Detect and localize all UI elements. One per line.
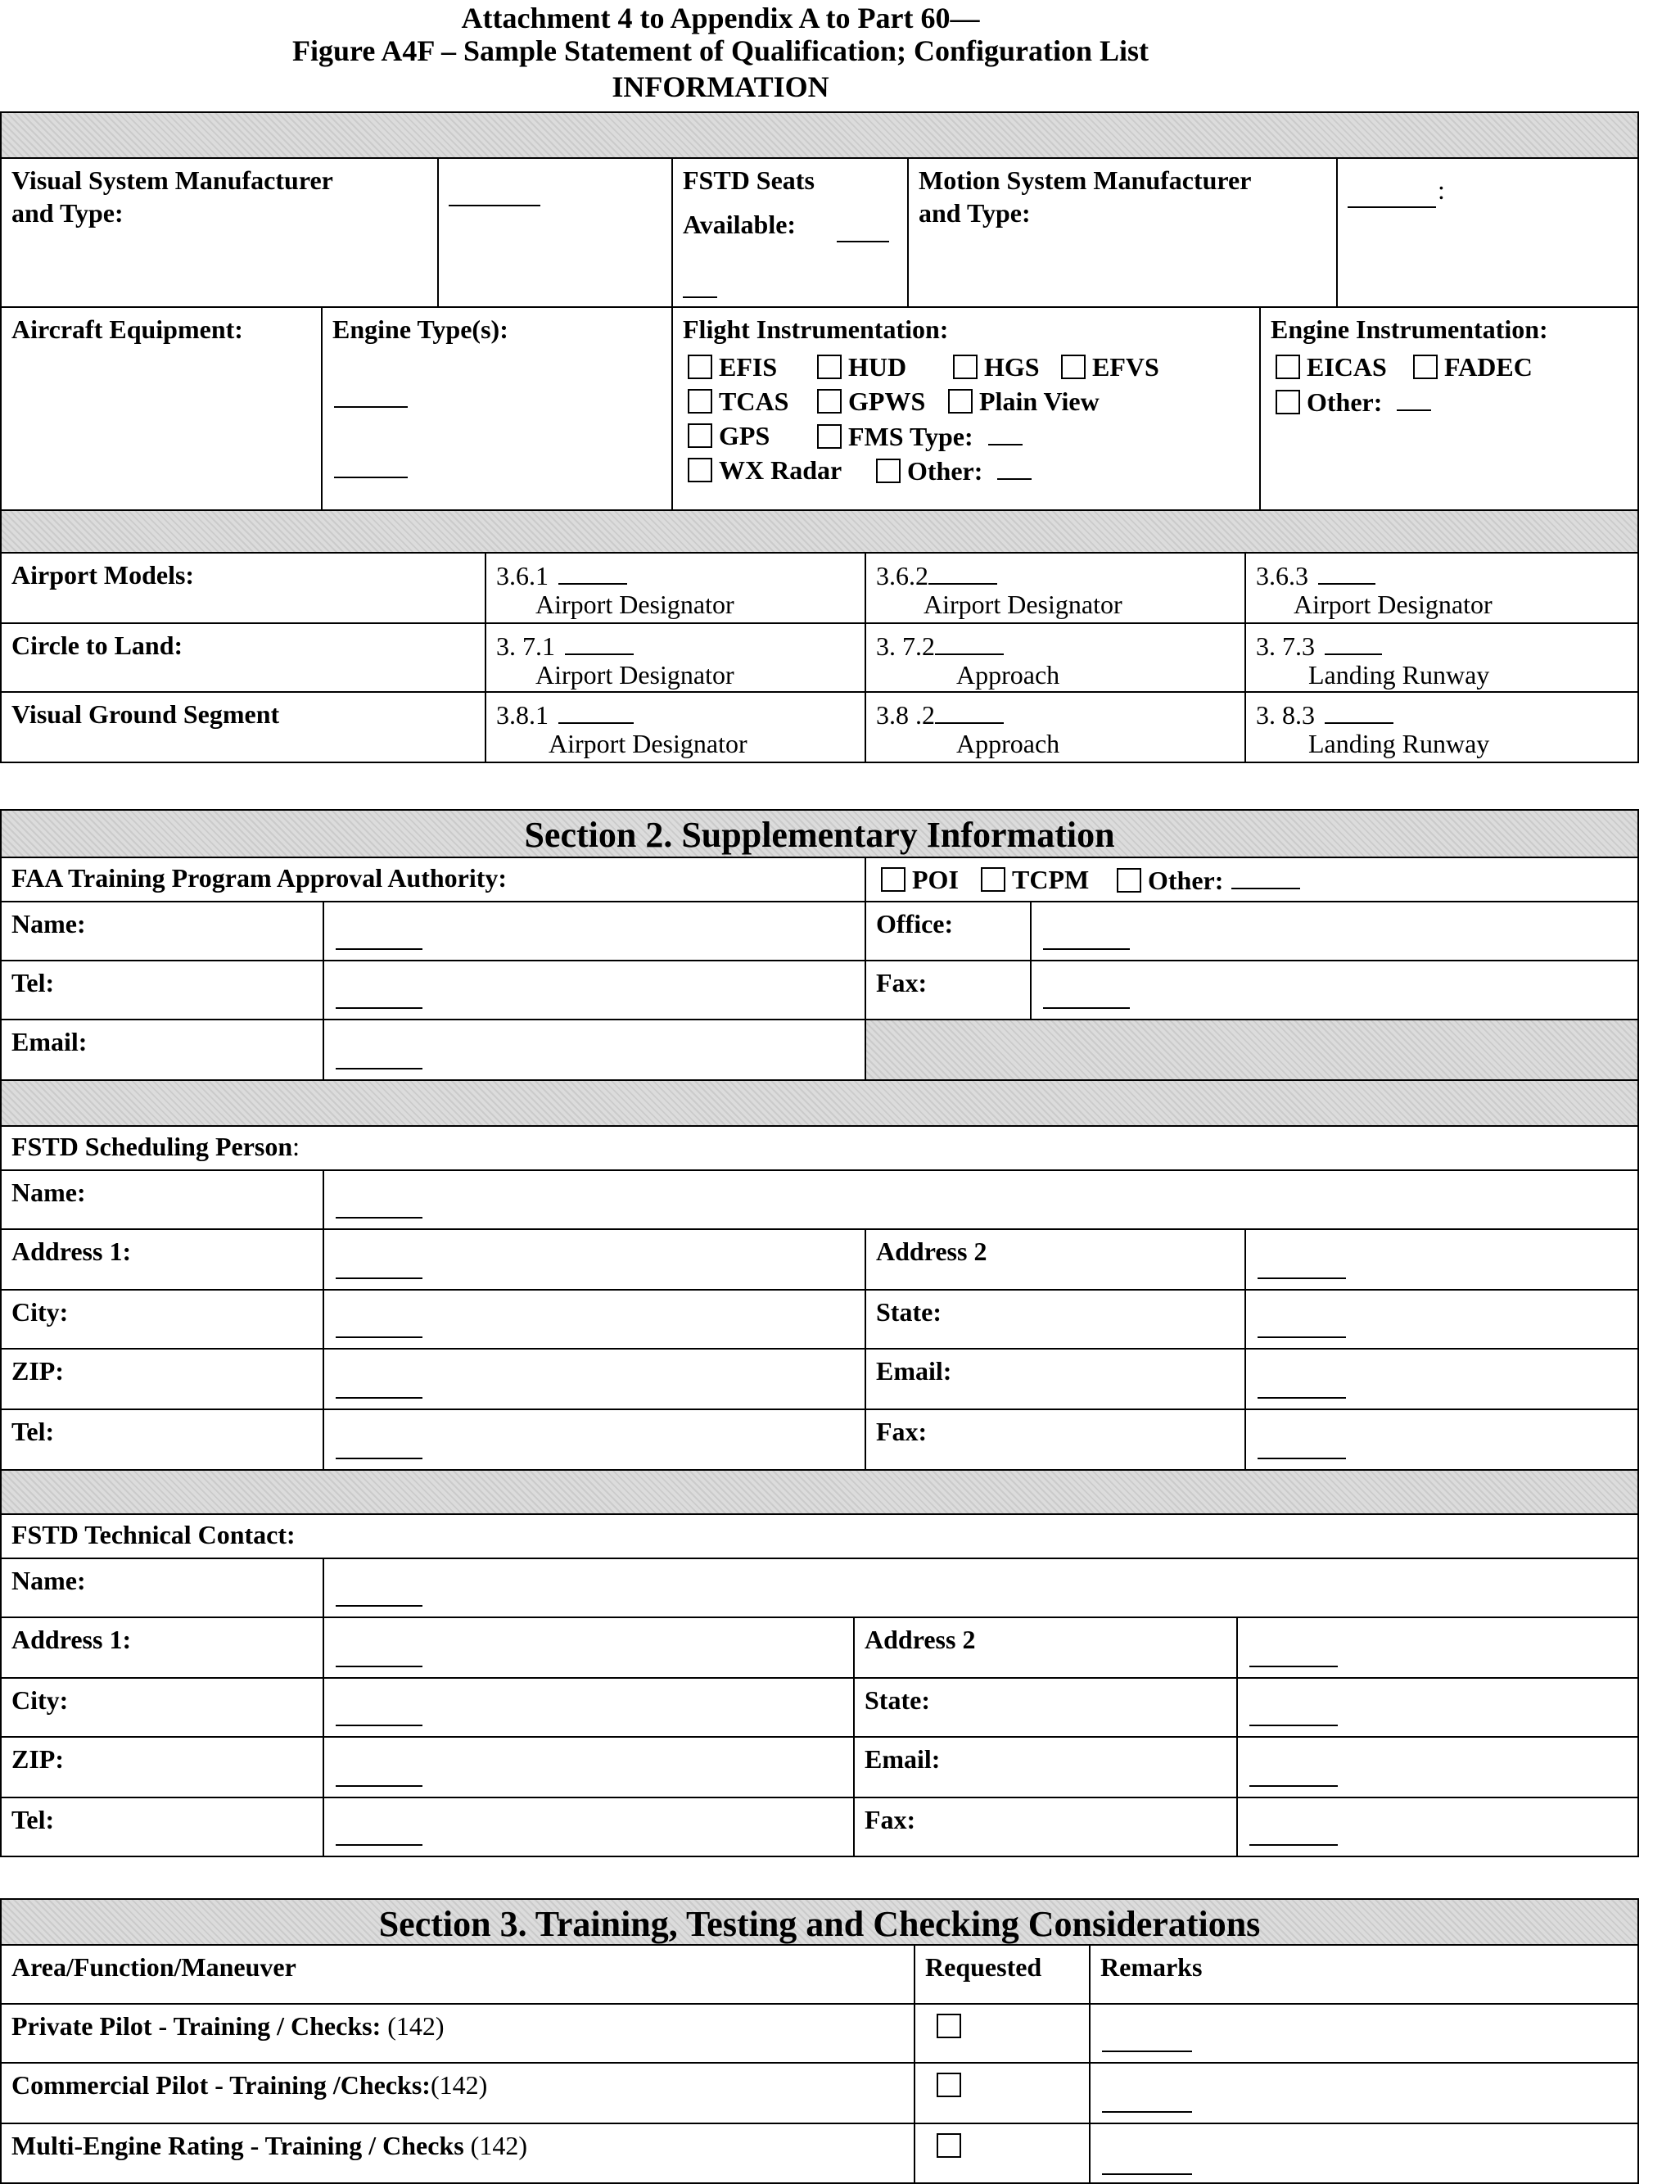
tech-address2-label: Address 2 xyxy=(865,1625,976,1654)
item-3-7-3-caption: Landing Runway xyxy=(1308,660,1490,690)
tech-fax-blank[interactable] xyxy=(1249,1844,1338,1846)
sched-zip-value-cell[interactable] xyxy=(323,1348,866,1410)
poi-label: POI xyxy=(912,865,959,894)
item-3-8-1-blank[interactable] xyxy=(558,698,634,724)
row-1-requested-checkbox[interactable] xyxy=(937,2014,961,2038)
faa-name-value-cell[interactable] xyxy=(323,901,866,961)
row-2-remarks-cell[interactable] xyxy=(1089,2062,1639,2124)
item-3-8-3-caption: Landing Runway xyxy=(1308,729,1490,758)
fms-type-checkbox[interactable] xyxy=(817,424,842,449)
col-remarks-label: Remarks xyxy=(1100,1952,1203,1982)
airport-models-label-cell xyxy=(0,552,486,624)
visual-system-label-cell xyxy=(0,157,439,308)
hgs-label: HGS xyxy=(984,352,1040,382)
tech-name-label-cell xyxy=(0,1558,324,1618)
section-3-title: Section 3. Training, Testing and Checking Considerations xyxy=(0,1898,1639,1946)
efvs-checkbox[interactable] xyxy=(1061,355,1086,379)
faa-email-shaded-cell xyxy=(865,1019,1639,1081)
tech-tel-value-cell[interactable] xyxy=(323,1797,855,1857)
fi-other-checkbox[interactable] xyxy=(876,459,901,483)
item-3-7-3-number: 3. 7.3 xyxy=(1256,631,1315,661)
engine-type-blank-1[interactable] xyxy=(334,406,408,408)
visual-system-blank[interactable] xyxy=(449,205,540,206)
item-3-6-3-number: 3.6.3 xyxy=(1256,561,1308,590)
scheduling-person-label: FSTD Scheduling Person xyxy=(11,1132,293,1161)
col-area-header xyxy=(0,1944,915,2005)
motion-colon: : xyxy=(1438,175,1445,205)
efis-checkbox[interactable] xyxy=(688,355,712,379)
tech-address1-label-cell xyxy=(0,1617,324,1679)
faa-email-blank[interactable] xyxy=(336,1068,422,1069)
row-3-requested-checkbox[interactable] xyxy=(937,2133,961,2158)
tcas-checkbox[interactable] xyxy=(688,389,712,414)
item-3-7-2-blank[interactable] xyxy=(935,629,1004,655)
item-3-6-2-caption: Airport Designator xyxy=(924,590,1122,619)
ei-other-checkbox[interactable] xyxy=(1276,390,1300,414)
item-3-8-1-caption: Airport Designator xyxy=(549,729,747,758)
tech-fax-label-cell xyxy=(853,1797,1238,1857)
sched-email-label-cell xyxy=(865,1348,1246,1410)
faa-tel-label-cell xyxy=(0,960,324,1020)
circle-to-land-label: Circle to Land: xyxy=(11,631,183,660)
faa-tel-label: Tel: xyxy=(11,968,55,997)
shaded-divider-2 xyxy=(0,1079,1639,1127)
technical-contact-label: FSTD Technical Contact: xyxy=(11,1520,296,1549)
faa-office-blank[interactable] xyxy=(1043,948,1130,950)
ei-other-label: Other: xyxy=(1307,387,1383,417)
fi-other-label: Other: xyxy=(907,456,983,486)
information-title: INFORMATION xyxy=(612,70,829,103)
aircraft-equipment-cell xyxy=(0,306,323,511)
hud-label: HUD xyxy=(848,352,907,382)
tech-zip-value-cell[interactable] xyxy=(323,1736,855,1798)
airport-model-2-cell[interactable] xyxy=(865,552,1246,624)
visual-ground-segment-label: Visual Ground Segment xyxy=(11,699,280,729)
tech-fax-label: Fax: xyxy=(865,1805,916,1834)
sched-fax-value-cell[interactable] xyxy=(1244,1409,1639,1471)
faa-fax-blank[interactable] xyxy=(1043,1007,1130,1009)
item-3-7-1-number: 3. 7.1 xyxy=(496,631,555,661)
tech-address2-blank[interactable] xyxy=(1249,1666,1338,1667)
circle-to-land-2-cell[interactable] xyxy=(865,622,1246,693)
sched-city-blank[interactable] xyxy=(336,1336,422,1338)
sched-address2-value-cell[interactable] xyxy=(1244,1228,1639,1291)
engine-types-cell xyxy=(321,306,673,511)
fstd-seats-cell xyxy=(671,157,909,308)
plain-view-checkbox[interactable] xyxy=(948,389,973,414)
sched-address2-blank[interactable] xyxy=(1258,1277,1346,1279)
col-area-label: Area/Function/Maneuver xyxy=(11,1952,296,1982)
row-1-code: (142) xyxy=(381,2011,445,2041)
gps-label: GPS xyxy=(719,421,770,450)
row-1-label: Private Pilot - Training / Checks: xyxy=(11,2011,382,2041)
hgs-checkbox[interactable] xyxy=(953,355,978,379)
item-3-6-2-number: 3.6.2 xyxy=(876,561,928,590)
sched-fax-label-cell xyxy=(865,1409,1246,1471)
item-3-7-1-blank[interactable] xyxy=(565,629,634,655)
visual-system-label: Visual System Manufacturer xyxy=(11,165,333,195)
scheduling-person-colon: : xyxy=(292,1132,300,1161)
wx-radar-label: WX Radar xyxy=(719,455,842,485)
flight-instrumentation-cell xyxy=(671,306,1261,511)
row-3-label: Multi-Engine Rating - Training / Checks xyxy=(11,2131,464,2160)
faa-name-blank[interactable] xyxy=(336,948,422,950)
col-requested-label: Requested xyxy=(925,1952,1042,1982)
row-1-requested-cell xyxy=(914,2003,1091,2064)
available-label: Available: xyxy=(683,210,797,239)
faa-approval-options-cell xyxy=(865,857,1639,902)
sched-city-label: City: xyxy=(11,1297,69,1327)
sched-tel-label: Tel: xyxy=(11,1417,55,1446)
item-3-6-3-caption: Airport Designator xyxy=(1294,590,1493,619)
technical-contact-header xyxy=(0,1513,1639,1559)
sched-address1-label-cell xyxy=(0,1228,324,1291)
item-3-6-3-blank[interactable] xyxy=(1318,558,1375,585)
motion-system-value-cell[interactable] xyxy=(1336,157,1639,308)
tcas-label: TCAS xyxy=(719,387,789,416)
tech-address1-value-cell[interactable] xyxy=(323,1617,855,1679)
table-row xyxy=(0,2003,915,2064)
tech-address1-label: Address 1: xyxy=(11,1625,132,1654)
airport-model-1-cell[interactable] xyxy=(485,552,866,624)
faa-office-value-cell[interactable] xyxy=(1030,901,1639,961)
row-3-remarks-blank[interactable] xyxy=(1102,2173,1192,2175)
faa-fax-label: Fax: xyxy=(876,968,928,997)
gpws-label: GPWS xyxy=(848,387,926,416)
faa-name-label: Name: xyxy=(11,909,86,938)
tech-name-blank[interactable] xyxy=(336,1605,422,1607)
scheduling-person-header xyxy=(0,1125,1639,1171)
plain-view-label: Plain View xyxy=(979,387,1100,416)
faa-tel-value-cell[interactable] xyxy=(323,960,866,1020)
wx-radar-checkbox[interactable] xyxy=(688,458,712,482)
row-1-remarks-blank[interactable] xyxy=(1102,2051,1192,2052)
engine-instrumentation-cell xyxy=(1259,306,1639,511)
tech-state-label-cell xyxy=(853,1677,1238,1738)
sched-email-blank[interactable] xyxy=(1258,1397,1346,1399)
visual-ground-2-cell[interactable] xyxy=(865,691,1246,763)
tech-email-label: Email: xyxy=(865,1744,941,1774)
faa-approval-label: FAA Training Program Approval Authority: xyxy=(11,863,508,893)
visual-system-value-cell[interactable] xyxy=(437,157,673,308)
sched-fax-blank[interactable] xyxy=(1258,1458,1346,1459)
item-3-8-3-number: 3. 8.3 xyxy=(1256,700,1315,730)
tech-zip-label: ZIP: xyxy=(11,1744,64,1774)
tech-address1-blank[interactable] xyxy=(336,1666,422,1667)
tcpm-checkbox[interactable] xyxy=(981,867,1005,892)
sched-tel-label-cell xyxy=(0,1409,324,1471)
engine-type-blank-2[interactable] xyxy=(334,477,408,478)
circle-to-land-1-cell[interactable] xyxy=(485,622,866,693)
row-1-remarks-cell[interactable] xyxy=(1089,2003,1639,2064)
faa-fax-value-cell[interactable] xyxy=(1030,960,1639,1020)
visual-system-type-label: and Type: xyxy=(11,198,124,228)
tech-email-blank[interactable] xyxy=(1249,1785,1338,1787)
faa-other-label: Other: xyxy=(1148,866,1224,895)
seats-available-blank[interactable] xyxy=(837,241,889,242)
tech-city-label: City: xyxy=(11,1685,69,1715)
airport-models-label: Airport Models: xyxy=(11,560,195,590)
motion-system-label-cell xyxy=(907,157,1338,308)
fstd-seats-label: FSTD Seats xyxy=(683,165,815,195)
sched-address1-label: Address 1: xyxy=(11,1237,132,1266)
attachment-title: Attachment 4 to Appendix A to Part 60— xyxy=(461,2,980,34)
engine-instrumentation-label: Engine Instrumentation: xyxy=(1271,314,1548,344)
faa-email-label-cell xyxy=(0,1019,324,1081)
sched-state-value-cell[interactable] xyxy=(1244,1289,1639,1350)
tech-zip-blank[interactable] xyxy=(336,1785,422,1787)
row-3-remarks-cell[interactable] xyxy=(1089,2123,1639,2184)
row-3-requested-cell xyxy=(914,2123,1091,2184)
item-3-7-3-blank[interactable] xyxy=(1325,629,1382,655)
tech-address2-label-cell xyxy=(853,1617,1238,1679)
tech-state-blank[interactable] xyxy=(1249,1725,1338,1726)
tech-name-label: Name: xyxy=(11,1566,86,1595)
flight-instrumentation-label: Flight Instrumentation: xyxy=(683,314,949,344)
efis-label: EFIS xyxy=(719,352,778,382)
table-row xyxy=(0,2062,915,2124)
tcpm-label: TCPM xyxy=(1012,865,1090,894)
sched-name-label-cell xyxy=(0,1169,324,1230)
faa-other-blank[interactable] xyxy=(1231,863,1300,889)
faa-office-label: Office: xyxy=(876,909,954,938)
sched-state-label-cell xyxy=(865,1289,1246,1350)
faa-tel-blank[interactable] xyxy=(336,1007,422,1009)
sched-state-blank[interactable] xyxy=(1258,1336,1346,1338)
circle-to-land-label-cell xyxy=(0,622,486,693)
sched-tel-value-cell[interactable] xyxy=(323,1409,866,1471)
visual-ground-segment-label-cell xyxy=(0,691,486,763)
aircraft-equipment-label: Aircraft Equipment: xyxy=(11,314,243,344)
sched-email-label: Email: xyxy=(876,1356,952,1386)
col-requested-header xyxy=(914,1944,1091,2005)
row-3-code: (142) xyxy=(463,2131,527,2160)
tech-tel-label: Tel: xyxy=(11,1805,55,1834)
faa-office-label-cell xyxy=(865,901,1032,961)
item-3-6-1-caption: Airport Designator xyxy=(535,590,734,619)
tech-state-value-cell[interactable] xyxy=(1236,1677,1639,1738)
visual-ground-3-cell[interactable] xyxy=(1244,691,1639,763)
sched-name-value-cell[interactable] xyxy=(323,1169,1639,1230)
tech-state-label: State: xyxy=(865,1685,930,1715)
circle-to-land-3-cell[interactable] xyxy=(1244,622,1639,693)
gps-checkbox[interactable] xyxy=(688,423,712,448)
section-2-title: Section 2. Supplementary Information xyxy=(0,809,1639,858)
item-3-7-1-caption: Airport Designator xyxy=(535,660,734,690)
item-3-8-2-blank[interactable] xyxy=(935,698,1004,724)
shaded-divider-1 xyxy=(0,509,1639,554)
shaded-divider-3 xyxy=(0,1469,1639,1515)
shaded-header-bar xyxy=(0,111,1639,159)
sched-name-label: Name: xyxy=(11,1178,86,1207)
ei-other-blank[interactable] xyxy=(1397,385,1431,411)
eicas-label: EICAS xyxy=(1307,352,1387,382)
table-row xyxy=(0,2123,915,2184)
sched-zip-label: ZIP: xyxy=(11,1356,64,1386)
fadec-checkbox[interactable] xyxy=(1413,355,1438,379)
item-3-8-2-caption: Approach xyxy=(956,729,1060,758)
row-2-requested-cell xyxy=(914,2062,1091,2124)
figure-title: Figure A4F – Sample Statement of Qualification; Configuration List xyxy=(292,34,1149,67)
fi-other-blank[interactable] xyxy=(997,454,1032,480)
faa-fax-label-cell xyxy=(865,960,1032,1020)
tech-tel-label-cell xyxy=(0,1797,324,1857)
sched-address2-label: Address 2 xyxy=(876,1237,987,1266)
item-3-8-3-blank[interactable] xyxy=(1325,698,1393,724)
visual-ground-1-cell[interactable] xyxy=(485,691,866,763)
tech-email-label-cell xyxy=(853,1736,1238,1798)
sched-fax-label: Fax: xyxy=(876,1417,928,1446)
seats-extra-blank[interactable] xyxy=(683,296,717,298)
item-3-8-2-number: 3.8 .2 xyxy=(876,700,935,730)
row-2-code: (142) xyxy=(430,2070,488,2100)
item-3-7-2-caption: Approach xyxy=(956,660,1060,690)
sched-city-value-cell[interactable] xyxy=(323,1289,866,1350)
faa-name-label-cell xyxy=(0,901,324,961)
sched-city-label-cell xyxy=(0,1289,324,1350)
col-remarks-header xyxy=(1089,1944,1639,2005)
tech-fax-value-cell[interactable] xyxy=(1236,1797,1639,1857)
faa-email-label: Email: xyxy=(11,1027,88,1056)
airport-model-3-cell[interactable] xyxy=(1244,552,1639,624)
engine-types-label: Engine Type(s): xyxy=(332,314,508,344)
sched-email-value-cell[interactable] xyxy=(1244,1348,1639,1410)
faa-approval-label-cell xyxy=(0,857,866,902)
sched-address1-blank[interactable] xyxy=(336,1277,422,1279)
tech-name-value-cell[interactable] xyxy=(323,1558,1639,1618)
item-3-8-1-number: 3.8.1 xyxy=(496,700,549,730)
sched-state-label: State: xyxy=(876,1297,942,1327)
hud-checkbox[interactable] xyxy=(817,355,842,379)
gpws-checkbox[interactable] xyxy=(817,389,842,414)
faa-email-value-cell[interactable] xyxy=(323,1019,866,1081)
sched-tel-blank[interactable] xyxy=(336,1458,422,1459)
sched-address1-value-cell[interactable] xyxy=(323,1228,866,1291)
motion-system-type-label: and Type: xyxy=(919,198,1031,228)
sched-name-blank[interactable] xyxy=(336,1217,422,1219)
tech-city-label-cell xyxy=(0,1677,324,1738)
tech-zip-label-cell xyxy=(0,1736,324,1798)
faa-other-checkbox[interactable] xyxy=(1117,868,1141,893)
row-2-label: Commercial Pilot - Training /Checks: xyxy=(11,2070,431,2100)
sched-zip-label-cell xyxy=(0,1348,324,1410)
item-3-7-2-number: 3. 7.2 xyxy=(876,631,935,661)
tech-tel-blank[interactable] xyxy=(336,1844,422,1846)
sched-address2-label-cell xyxy=(865,1228,1246,1291)
tech-address2-value-cell[interactable] xyxy=(1236,1617,1639,1679)
efvs-label: EFVS xyxy=(1092,352,1159,382)
fms-type-label: FMS Type: xyxy=(848,422,973,451)
row-2-remarks-blank[interactable] xyxy=(1102,2111,1192,2113)
poi-checkbox[interactable] xyxy=(881,867,905,892)
fms-type-blank[interactable] xyxy=(988,419,1023,445)
item-3-6-2-blank[interactable] xyxy=(928,558,997,585)
tech-city-blank[interactable] xyxy=(336,1725,422,1726)
item-3-6-1-blank[interactable] xyxy=(558,558,627,585)
row-2-requested-checkbox[interactable] xyxy=(937,2073,961,2097)
item-3-6-1-number: 3.6.1 xyxy=(496,561,549,590)
motion-system-blank[interactable] xyxy=(1348,206,1436,208)
motion-system-label: Motion System Manufacturer xyxy=(919,165,1252,195)
tech-email-value-cell[interactable] xyxy=(1236,1736,1639,1798)
sched-zip-blank[interactable] xyxy=(336,1397,422,1399)
tech-city-value-cell[interactable] xyxy=(323,1677,855,1738)
eicas-checkbox[interactable] xyxy=(1276,355,1300,379)
fadec-label: FADEC xyxy=(1444,352,1533,382)
